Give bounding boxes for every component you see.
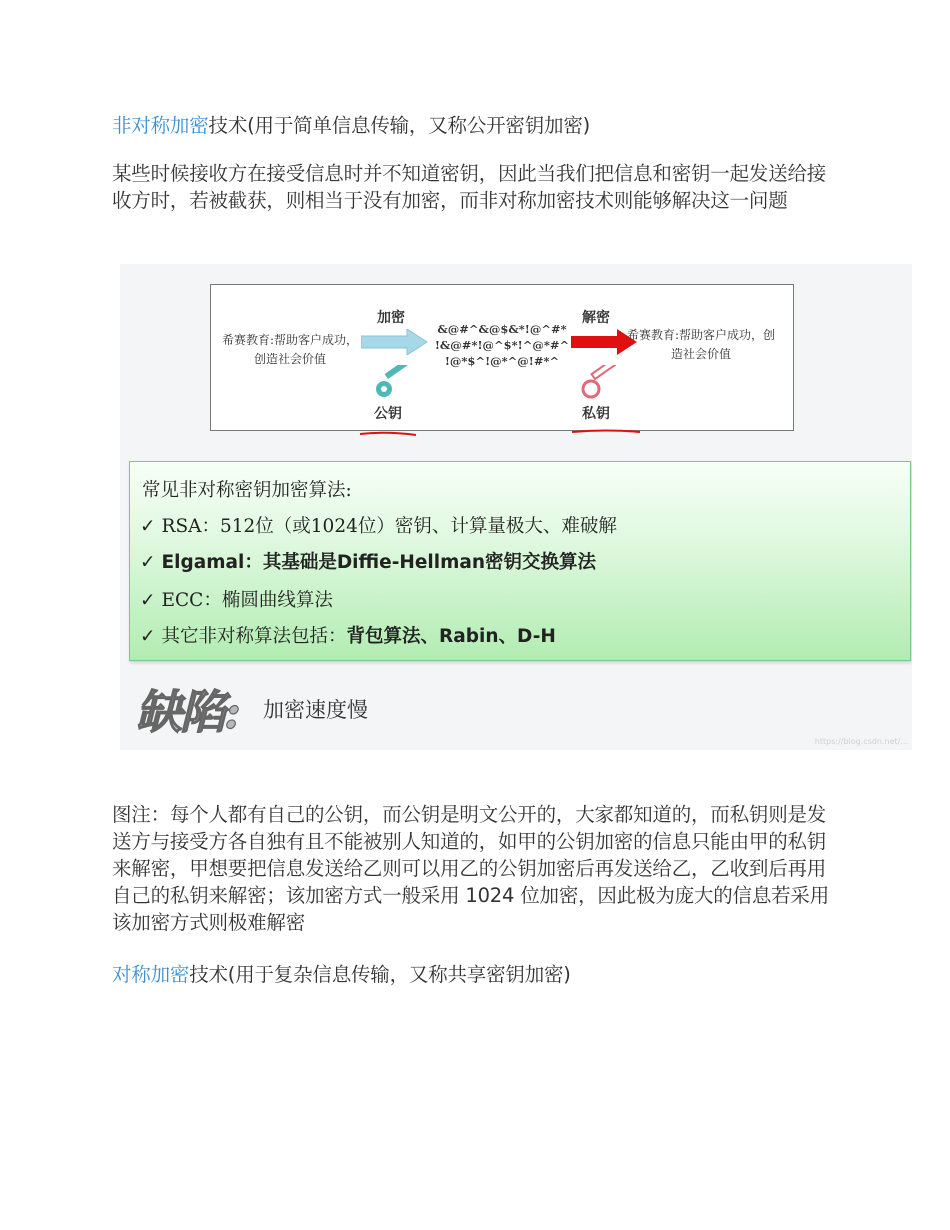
heading-rest: 技术(用于复杂信息传输，又称共享密钥加密) — [189, 963, 571, 986]
algorithm-item: ✓ ECC：椭圆曲线算法 — [140, 590, 333, 611]
intro-paragraph: 某些时候接收方在接受信息时并不知道密钥，因此当我们把信息和密钥一起发送给接收方时，若被截获，则相当于没有加密，而非对称加密技术则能够解决这一问题 — [112, 162, 827, 212]
figure-note-paragraph: 图注：每个人都有自己的公钥，而公钥是明文公开的，大家都知道的，而私钥则是发送方与接受方各自独有且不能被别人知道的，如甲的公钥加密的信息只能由甲的私钥来解密，甲想要把信息发送给乙则可以用乙的公钥加密后再发送给乙，乙收到后再用自己的私钥来解密；该加密方式一般采用 1024 位加密，因此极为庞大的信息若采用该加密方式则极难解密 — [112, 803, 830, 934]
decrypt-label: 解密 — [582, 310, 610, 326]
private-key-label: 私钥 — [582, 406, 610, 422]
cipher-line: !@*$^!@*^@!#*^ — [444, 354, 560, 368]
plaintext-left: 希赛教育:帮助客户成功，创造社会价值 — [221, 333, 359, 366]
algorithm-item: ✓ 其它非对称算法包括：背包算法、Rabin、D-H — [140, 626, 556, 647]
algorithms-box — [129, 461, 911, 661]
ciphertext — [427, 321, 577, 369]
plaintext-right: 希赛教育:帮助客户成功，创造社会价值 — [626, 328, 776, 361]
encrypt-arrow-icon — [361, 329, 429, 355]
encryption-figure — [120, 264, 912, 750]
algorithm-item: ✓ RSA：512位（或1024位）密钥、计算量极大、难破解 — [140, 516, 617, 537]
check-icon: ✓ — [140, 552, 156, 573]
private-key-icon — [581, 365, 621, 401]
check-icon: ✓ — [140, 626, 156, 647]
cipher-line: !&@#*!@^$*!^@*#^ — [434, 338, 570, 352]
encrypt-label: 加密 — [377, 310, 405, 326]
public-key-underline — [358, 430, 418, 438]
cipher-line: &@#^&@$&*!@^#* — [437, 322, 567, 336]
section-heading-symmetric — [112, 961, 832, 988]
defect-text: 加密速度慢 — [263, 698, 368, 722]
public-key-icon — [374, 365, 414, 401]
private-key-underline — [570, 428, 642, 436]
heading-rest: 技术(用于简单信息传输，又称公开密钥加密) — [208, 114, 591, 137]
public-key-label: 公钥 — [374, 406, 402, 422]
check-icon: ✓ — [140, 590, 156, 611]
heading-accent: 非对称加密 — [112, 114, 209, 137]
defect-title: 缺陷: — [136, 685, 239, 739]
algorithms-title: 常见非对称密钥加密算法: — [142, 480, 352, 501]
encryption-flow-diagram — [210, 284, 794, 431]
check-icon: ✓ — [140, 516, 156, 537]
watermark: https://blog.csdn.net/... — [814, 737, 908, 746]
algorithm-item: ✓ Elgamal：其基础是Diffie-Hellman密钥交换算法 — [140, 552, 597, 573]
section-heading-asymmetric — [112, 112, 832, 139]
heading-accent: 对称加密 — [112, 963, 190, 986]
